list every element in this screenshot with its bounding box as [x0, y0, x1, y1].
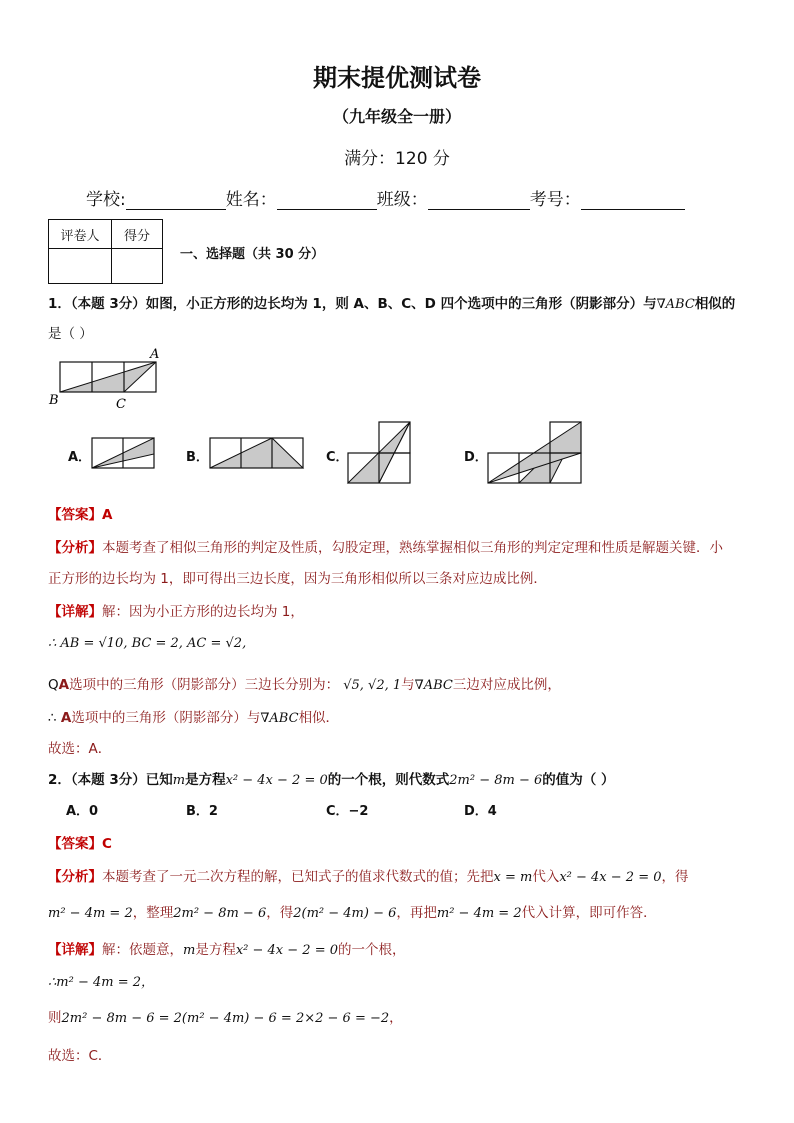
q2-option-a[interactable]: A．0 — [66, 804, 99, 819]
q2-option-c[interactable]: C．−2 — [326, 804, 369, 819]
q2-stem: 2．（本题 3分）已知m是方程x² − 4x − 2 = 0的一个根，则代数式2m² − 8m − 6的值为（ ） — [48, 772, 615, 788]
q1-option-d-figure[interactable] — [486, 420, 584, 486]
q2-analysis-line2: m² − 4m = 2，整理2m² − 8m − 6，得2(m² − 4m) − 6，再把m² − 4m = 2代入计算，即可作答． — [48, 905, 657, 921]
q2-analysis-line1: 【分析】本题考查了一元二次方程的解，已知式子的值求代数式的值；先把x = m代入x² − 4x − 2 = 0，得 — [48, 869, 689, 885]
student-info-line — [86, 185, 685, 210]
school-label: 学校: — [86, 190, 126, 210]
score-header: 得分 — [112, 220, 163, 249]
label-b: B — [49, 393, 59, 408]
page-subtitle: （九年级全一册） — [332, 107, 461, 126]
full-score: 满分：120 分 — [344, 149, 450, 169]
score-cell[interactable] — [112, 249, 163, 284]
q1-option-c-label[interactable]: C． — [326, 450, 349, 465]
grader-cell[interactable] — [49, 249, 112, 284]
grader-table — [48, 219, 163, 284]
q1-option-b-label[interactable]: B． — [186, 450, 209, 465]
label-c: C — [116, 397, 126, 410]
q1-option-b-figure[interactable] — [208, 436, 306, 470]
name-label: 姓名： — [225, 190, 277, 210]
section-title: 一、选择题（共 30 分） — [180, 247, 325, 262]
q1-detail-line1: 【详解】解：因为小正方形的边长均为 1， — [48, 604, 304, 620]
q1-analysis-line1: 【分析】本题考查了相似三角形的判定及性质，勾股定理，熟练掌握相似三角形的判定定理和性质是解题关键．小 — [48, 540, 723, 556]
q1-main-figure — [46, 346, 172, 410]
q1-option-a-figure[interactable] — [90, 436, 158, 470]
q1-detail-line4: ∴ A选项中的三角形（阴影部分）与∇ABC相似． — [48, 710, 340, 726]
q2-answer: 【答案】C — [48, 836, 112, 852]
q1-conclusion: 故选：A． — [48, 741, 112, 757]
q1-stem-line2: 是（ ） — [48, 326, 93, 342]
q2-detail-line2: ∴m² − 4m = 2， — [48, 975, 154, 990]
q2-detail-line1: 【详解】解：依题意，m是方程x² − 4x − 2 = 0的一个根， — [48, 942, 406, 958]
q1-option-c-figure[interactable] — [346, 420, 414, 486]
page-title: 期末提优测试卷 — [313, 64, 481, 92]
grader-header: 评卷人 — [49, 220, 112, 249]
q1-analysis-line2: 正方形的边长均为 1，即可得出三边长度，因为三角形相似所以三条对应边成比例． — [48, 571, 547, 587]
q1-stem-line1: 1．（本题 3分）如图，小正方形的边长均为 1，则 A、B、C、D 四个选项中的三角形（阴影部分）与∇ABC相似的 — [48, 296, 736, 312]
class-blank[interactable] — [428, 191, 530, 210]
q2-option-b[interactable]: B．2 — [186, 804, 218, 819]
q1-detail-line3: QA选项中的三角形（阴影部分）三边长分别为： √5, √2, 1与∇ABC三边对应成比例， — [48, 677, 561, 693]
q1-answer: 【答案】A — [48, 507, 113, 523]
exam-number-blank[interactable] — [581, 191, 685, 210]
q1-option-d-label[interactable]: D． — [464, 450, 488, 465]
q2-conclusion: 故选：C． — [48, 1048, 112, 1064]
label-a: A — [150, 347, 160, 362]
name-blank[interactable] — [277, 191, 377, 210]
q1-option-a-label[interactable]: A． — [68, 450, 92, 465]
exam-number-label: 考号： — [529, 190, 581, 210]
class-label: 班级： — [376, 190, 428, 210]
q1-detail-line2: ∴ AB = √10, BC = 2, AC = √2, — [48, 636, 247, 651]
school-blank[interactable] — [126, 191, 226, 210]
q2-option-d[interactable]: D．4 — [464, 804, 497, 819]
q2-detail-line3: 则2m² − 8m − 6 = 2(m² − 4m) − 6 = 2×2 − 6 = −2， — [48, 1010, 403, 1026]
